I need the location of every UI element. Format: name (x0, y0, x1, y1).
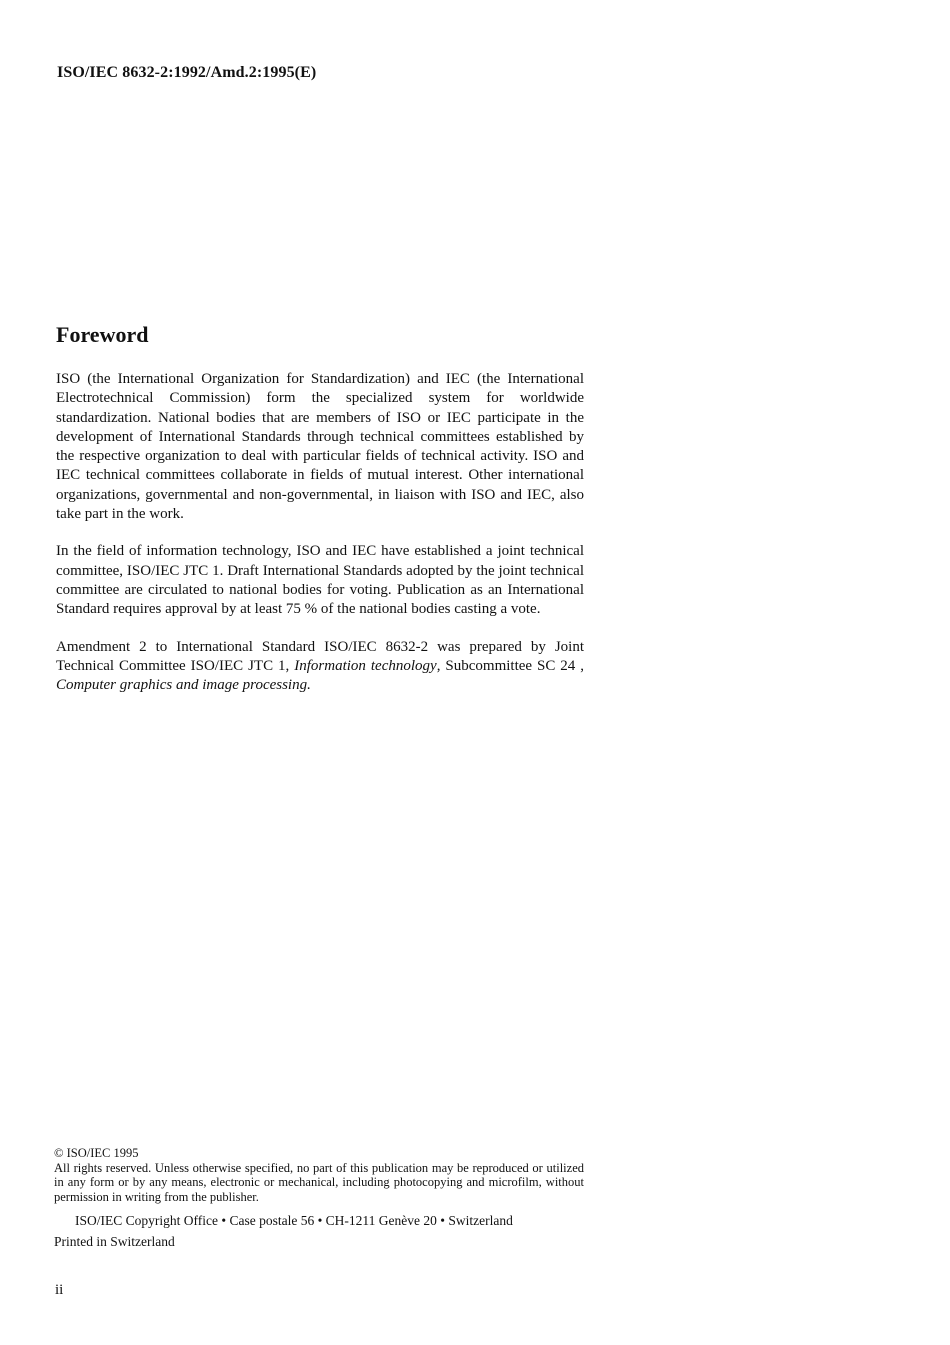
copyright-notice (54, 1146, 584, 1204)
document-designation: ISO/IEC 8632-2:1992/Amd.2:1995(E) (57, 64, 317, 81)
page-number: ii (55, 1282, 64, 1298)
paragraph-3-text-b: , Subcommittee SC 24 , (436, 657, 585, 674)
paragraph-3-italic-committee: Information technology (294, 657, 437, 674)
paragraph-3-italic-subcommittee: Computer graphics and image processing. (56, 677, 311, 694)
copyright-office-address: ISO/IEC Copyright Office • Case postale 56 • CH-1211 Genève 20 • Switzerland (75, 1213, 513, 1228)
foreword-paragraph-1: ISO (the International Organization for Standardization) and IEC (the International Electrotechnical Commission) form the specialized system for worldwide standardization. National bodies that are members of ISO or IEC participate in the development of International Standards through technical committees established by the respective organization to deal with particular fields of technical activity. ISO and IEC technical committees collaborate in fields of mutual interest. Other international organizations, governmental and non-governmental, in liaison with ISO and IEC, also take part in the work. (56, 371, 584, 523)
foreword-paragraph-2: In the field of information technology, ISO and IEC have established a joint technical committee, ISO/IEC JTC 1. Draft International Standards adopted by the joint technical committee are circulated to national bodies for voting. Publication as an International Standard requires approval by at least 75 % of the national bodies casting a vote. (56, 543, 584, 618)
paragraph-3-text-a: Amendment 2 to International Standard ISO/IEC 8632-2 was prepared by Joint Technical Committee ISO/IEC JTC 1, (56, 638, 584, 674)
foreword-body (56, 370, 584, 695)
printed-in-text: Printed in Switzerland (54, 1234, 175, 1249)
rights-reserved-text: All rights reserved. Unless otherwise specified, no part of this publication may be reproduced or utilized in any form or by any means, electronic or mechanical, including photocopying and microfilm, without permission in writing from the publisher. (54, 1160, 584, 1204)
copyright-line: © ISO/IEC 1995 (54, 1146, 139, 1160)
foreword-title: Foreword (56, 322, 149, 347)
foreword-paragraph-3 (56, 638, 584, 696)
